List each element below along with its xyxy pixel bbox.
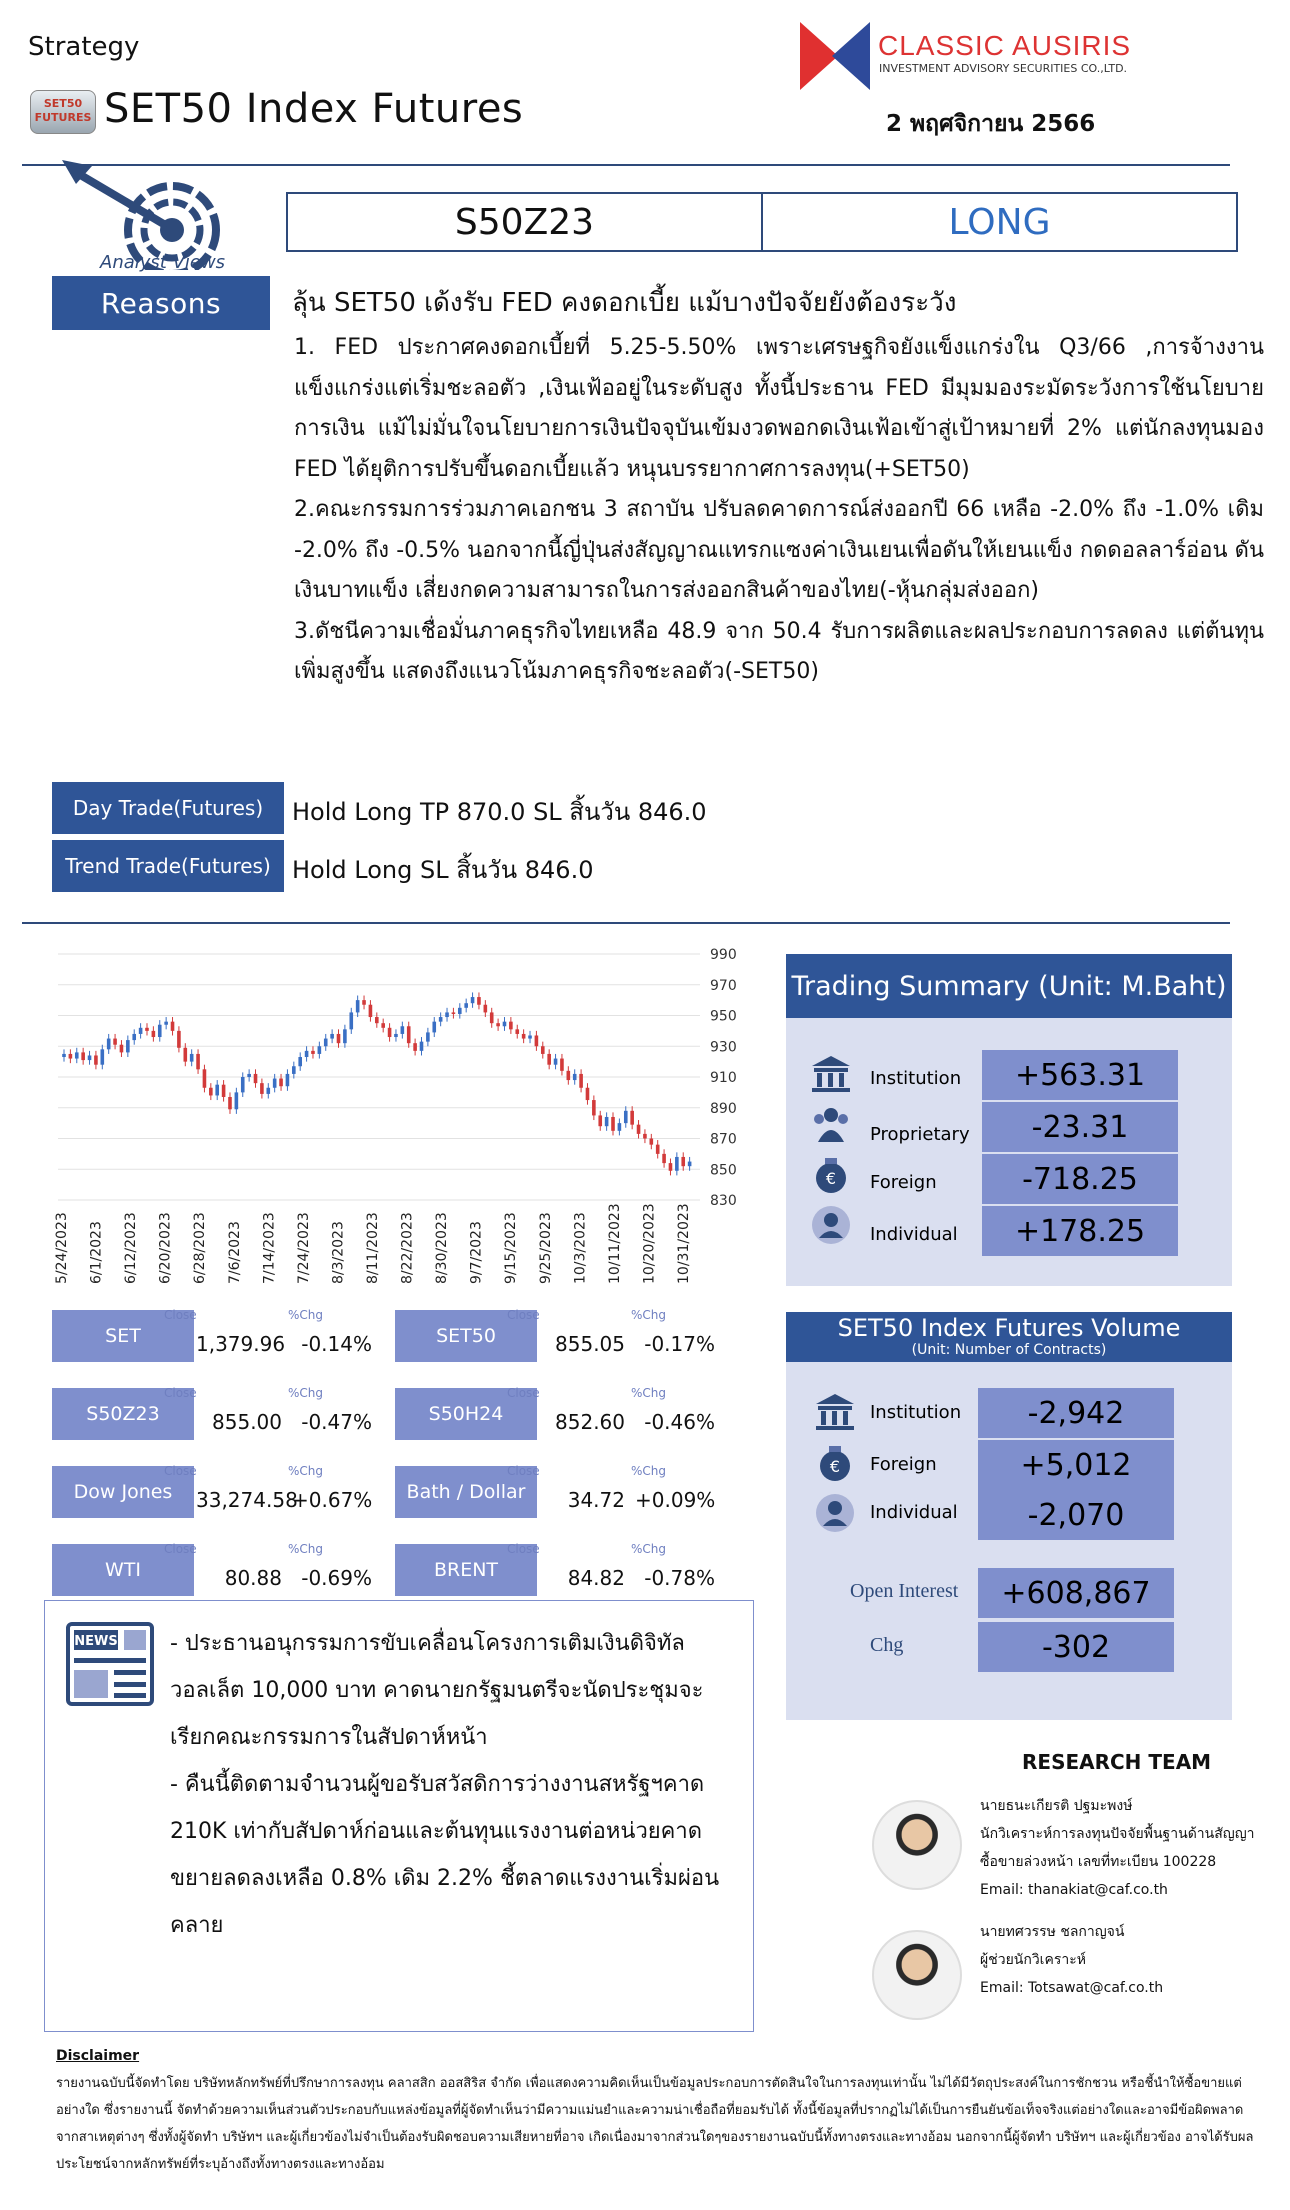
chg-label: Chg — [870, 1634, 904, 1656]
research-team-title: RESEARCH TEAM — [1022, 1750, 1212, 1774]
close-value: 855.05 — [555, 1332, 625, 1356]
news-item: - คืนนี้ติดตามจำนวนผู้ขอรับสวัสดิการว่างงานสหรัฐฯคาด 210K เท่ากับสัปดาห์ก่อนและต้นทุนแรงงานต่อหน่วยคาดขยายลดลงเหลือ 0.8% เดิม 2.2% ชี้ตลาดแรงงานเริ่มผ่อนคลาย — [170, 1772, 720, 1938]
candle-body — [611, 1117, 615, 1131]
x-tick-label: 9/7/2023 — [468, 1221, 485, 1284]
reasons-headline: ลุ้น SET50 เด้งรับ FED คงดอกเบี้ย แม้บางปัจจัยยังต้องระวัง — [292, 288, 957, 318]
analyst-info — [980, 1792, 1260, 1904]
candle-body — [158, 1025, 162, 1037]
open-interest-value: +608,867 — [978, 1568, 1174, 1618]
candle-body — [343, 1029, 347, 1043]
candle-body — [541, 1046, 545, 1054]
candle-body — [630, 1111, 634, 1125]
candle-body — [490, 1012, 494, 1023]
open-interest-label: Open Interest — [850, 1580, 959, 1602]
x-tick-label: 7/6/2023 — [226, 1221, 243, 1284]
close-label: Close — [164, 1464, 197, 1478]
assistant-info — [980, 1918, 1260, 2002]
y-tick-label: 830 — [710, 1193, 737, 1209]
person-icon — [814, 1492, 856, 1538]
candle-body — [190, 1054, 194, 1062]
x-tick-label: 6/12/2023 — [123, 1212, 140, 1284]
vol-row-label: Foreign — [870, 1454, 937, 1475]
news-item: - ประธานอนุกรรมการขับเคลื่อนโครงการเติมเงินดิจิทัลวอลเล็ต 10,000 บาท คาดนายกรัฐมนตรีจะนัดประชุมจะเรียกคณะกรรมการในสัปดาห์หน้า — [170, 1631, 704, 1750]
candle-body — [107, 1039, 111, 1050]
y-tick-label: 950 — [710, 1008, 737, 1025]
candle-body — [215, 1085, 219, 1096]
candle-body — [522, 1034, 526, 1039]
x-tick-label: 10/3/2023 — [572, 1212, 589, 1284]
candle-body — [401, 1026, 405, 1034]
vol-row-value: -2,070 — [978, 1490, 1174, 1540]
candle-body — [420, 1042, 424, 1051]
ts-row-label: Proprietary — [870, 1124, 970, 1145]
pct-chg-value: -0.47% — [301, 1410, 372, 1434]
x-tick-label: 6/20/2023 — [157, 1212, 174, 1284]
candle-body — [75, 1052, 79, 1058]
close-value: 855.00 — [212, 1410, 282, 1434]
euro-bag-icon — [810, 1154, 852, 1200]
pct-chg-value: -0.14% — [301, 1332, 372, 1356]
candle-body — [337, 1034, 341, 1043]
market-name-box: S50H24 — [395, 1388, 537, 1440]
close-value: 1,379.96 — [196, 1332, 286, 1356]
candle-body — [681, 1157, 685, 1166]
candle-body — [247, 1074, 251, 1077]
assistant-role: ผู้ช่วยนักวิเคราะห์ — [980, 1952, 1086, 1968]
candle-body — [324, 1039, 328, 1047]
candle-body — [388, 1028, 392, 1037]
news-icon — [64, 1620, 160, 1710]
brand-name: CLASSIC AUSIRIS — [878, 30, 1132, 61]
analyst-photo-avatar — [872, 1800, 962, 1890]
candle-body — [126, 1040, 130, 1052]
candle-body — [209, 1088, 213, 1096]
candle-body — [413, 1043, 417, 1051]
x-tick-label: 8/22/2023 — [399, 1212, 416, 1284]
candle-body — [203, 1069, 207, 1087]
x-tick-label: 10/11/2023 — [606, 1203, 623, 1284]
candle-body — [177, 1031, 181, 1048]
candle-body — [624, 1111, 628, 1123]
candle-body — [266, 1088, 270, 1094]
close-label: Close — [507, 1464, 540, 1478]
pct-chg-label: %Chg — [631, 1464, 667, 1478]
page-title: SET50 Index Futures — [104, 86, 524, 132]
analyst-email: Email: thanakiat@caf.co.th — [980, 1882, 1168, 1898]
candle-body — [62, 1054, 66, 1057]
candle-body — [298, 1057, 302, 1066]
candle-body — [496, 1023, 500, 1026]
candle-body — [535, 1035, 539, 1046]
candle-body — [330, 1034, 334, 1039]
futures-volume-panel — [786, 1362, 1232, 1720]
y-tick-label: 890 — [710, 1100, 737, 1117]
trend-trade-value: Hold Long SL สิ้นวัน 846.0 — [292, 856, 594, 884]
candle-body — [528, 1035, 532, 1038]
vol-row-label: Institution — [870, 1402, 962, 1423]
market-name-box: Dow Jones — [52, 1466, 194, 1518]
assistant-email: Email: Totsawat@caf.co.th — [980, 1980, 1164, 1996]
y-tick-label: 970 — [710, 977, 737, 994]
section-divider — [22, 922, 1230, 924]
volume-subtitle: (Unit: Number of Contracts) — [911, 1342, 1107, 1358]
close-label: Close — [164, 1386, 197, 1400]
pct-chg-value: -0.69% — [301, 1566, 372, 1590]
pct-chg-value: -0.46% — [644, 1410, 715, 1434]
candle-body — [464, 1003, 468, 1008]
contract-symbol: S50Z23 — [288, 194, 763, 250]
candle-body — [228, 1097, 232, 1109]
close-label: Close — [507, 1308, 540, 1322]
disclaimer-title: Disclaimer — [56, 2048, 140, 2064]
group-icon — [810, 1104, 852, 1150]
trading-summary-title: Trading Summary (Unit: M.Baht) — [786, 954, 1232, 1018]
news-list — [170, 1620, 740, 1949]
y-tick-label: 910 — [710, 1070, 737, 1086]
candle-body — [375, 1017, 379, 1023]
candle-body — [183, 1048, 187, 1062]
pct-chg-label: %Chg — [631, 1308, 667, 1322]
candle-body — [592, 1100, 596, 1115]
pct-chg-value: -0.78% — [644, 1566, 715, 1590]
reason-paragraph: 1. FED ประกาศคงดอกเบี้ยที่ 5.25-5.50% เพราะเศรษฐกิจยังแข็งแกร่งใน Q3/66 ,การจ้างงานแข็งแกร่งแต่เริ่มชะลอตัว ,เงินเฟ้ออยู่ในระดับสูง ทั้งนี้ประธาน FED มีมุมมองระมัดระวังการใช้นโยบายการเงิน แม้ไม่มั่นใจนโยบายการเงินปัจจุบันเข้มงวดพอกดเงินเฟ้อเข้าสู่เป้าหมายที่ 2% แต่นักลงทุนมอง FED ได้ยุติการปรับขึ้นดอกเบี้ยแล้ว หนุนบรรยากาศการลงทุน(+SET50) — [294, 335, 1264, 482]
disclaimer-text: รายงานฉบับนี้จัดทำโดย บริษัทหลักทรัพย์ที่ปรึกษาการลงทุน คลาสสิก ออสสิริส จำกัด เพื่อแสดงความคิดเห็นเป็นข้อมูลประกอบการตัดสินใจในการลงทุนเท่านั้น ไม่ได้มีวัตถุประสงค์ในการชักชวน หรือชี้นำให้ซื้อขายแต่อย่างใด ซึ่งรายงานนี้ จัดทำด้วยความเห็นส่วนตัวประกอบกับแหล่งข้อมูลที่ผู้จัดทำเห็นว่ามีความแม่นยำและความน่าเชื่อถือที่ยอมรับได้ ทั้งนี้ข้อมูลที่ปรากฏไม่ได้เป็นการยืนยันข้อเท็จจริงแต่อย่างใดและอาจมีข้อผิดพลาดจากสาเหตุต่างๆ ซึ่งทั้งผู้จัดทำ บริษัทฯ และผู้เกี่ยวข้องไม่จำเป็นต้องรับผิดชอบความเสียหายที่อาจ เกิดเนื่องมาจากส่วนใดๆของรายงานฉบับนี้ทั้งทางตรงและทางอ้อม นอกจากนี้ผู้จัดทำ บริษัทฯ และผู้เกี่ยวข้อง อาจได้รับผลประโยชน์จากหลักทรัพย์ที่ระบุอ้างถึงทั้งทางตรงและทางอ้อม — [56, 2076, 1254, 2172]
ts-row-label: Institution — [870, 1068, 962, 1089]
vol-row-value: +5,012 — [978, 1440, 1174, 1490]
set50-candlestick-chart — [40, 930, 770, 1300]
candle-body — [637, 1125, 641, 1134]
candle-body — [222, 1085, 226, 1097]
day-trade-label: Day Trade(Futures) — [52, 782, 284, 834]
candle-body — [579, 1074, 583, 1088]
x-tick-label: 8/30/2023 — [434, 1212, 451, 1284]
candle-body — [439, 1017, 443, 1022]
vol-row-value: -2,942 — [978, 1388, 1174, 1438]
position-signal: LONG — [948, 201, 1051, 243]
close-value: 34.72 — [567, 1488, 625, 1512]
candle-body — [254, 1074, 258, 1083]
candle-body — [515, 1029, 519, 1034]
candle-body — [381, 1023, 385, 1028]
x-tick-label: 6/1/2023 — [88, 1221, 105, 1284]
y-tick-label: 870 — [710, 1131, 737, 1148]
x-tick-label: 7/14/2023 — [261, 1212, 278, 1284]
x-tick-label: 5/24/2023 — [54, 1212, 70, 1284]
candle-body — [452, 1012, 456, 1014]
euro-bag-icon — [814, 1442, 856, 1488]
candle-body — [273, 1079, 277, 1088]
close-value: 84.82 — [567, 1566, 625, 1590]
reason-paragraph: 2.คณะกรรมการร่วมภาคเอกชน 3 สถาบัน ปรับลดคาดการณ์ส่งออกปี 66 เหลือ -2.0% ถึง -1.0% เดิม -2.0% ถึง -0.5% นอกจากนี้ญี่ปุ่นส่งสัญญาณแทรกแซงค่าเงินเยนเพื่อดันให้เยนแข็ง กดดอลลาร์อ่อน ดันเงินบาทแข็ง เสี่ยงกดความสามารถในการส่งออกสินค้าของไทย(-หุ้นกลุ่มส่งออก) — [294, 497, 1264, 603]
candle-body — [311, 1051, 315, 1054]
candle-body — [471, 997, 475, 1003]
pct-chg-label: %Chg — [631, 1386, 667, 1400]
candle-body — [81, 1052, 85, 1060]
ts-row-value: +178.25 — [982, 1206, 1178, 1256]
candle-body — [560, 1059, 564, 1071]
candle-body — [369, 1005, 373, 1017]
candle-body — [164, 1022, 168, 1025]
candle-body — [618, 1123, 622, 1131]
candle-body — [279, 1079, 283, 1087]
market-name-box: SET — [52, 1310, 194, 1362]
analyst-role: นักวิเคราะห์การลงทุนปัจจัยพื้นฐานด้านสัญญาซื้อขายล่วงหน้า เลขที่ทะเบียน 100228 — [980, 1826, 1255, 1870]
candle-body — [458, 1008, 462, 1014]
candle-body — [662, 1154, 666, 1163]
close-label: Close — [507, 1386, 540, 1400]
candle-body — [101, 1049, 105, 1064]
trend-trade-label: Trend Trade(Futures) — [52, 840, 284, 892]
analyst-name: นายธนะเกียรติ ปฐมะพงษ์ — [980, 1798, 1133, 1814]
pct-chg-label: %Chg — [288, 1542, 324, 1556]
symbol-position-box — [286, 192, 1238, 252]
futures-volume-title — [786, 1312, 1232, 1362]
candle-body — [407, 1026, 411, 1043]
vol-row-label: Individual — [870, 1502, 958, 1523]
analyst-views-label: Analyst Views — [100, 252, 226, 273]
building-icon — [810, 1052, 852, 1098]
svg-text:€: € — [829, 1457, 841, 1476]
ts-row-label: Foreign — [870, 1172, 937, 1193]
candle-body — [503, 1022, 507, 1027]
assistant-photo-avatar — [872, 1930, 962, 2020]
news-icon-label: NEWS — [74, 1634, 118, 1649]
candle-body — [573, 1074, 577, 1080]
market-name-box: WTI — [52, 1544, 194, 1596]
candle-body — [426, 1032, 430, 1041]
pct-chg-label: %Chg — [288, 1386, 324, 1400]
candle-body — [88, 1055, 92, 1060]
candle-body — [598, 1115, 602, 1126]
x-tick-label: 9/25/2023 — [537, 1212, 554, 1284]
x-tick-label: 6/28/2023 — [192, 1212, 209, 1284]
market-name-box: SET50 — [395, 1310, 537, 1362]
close-label: Close — [507, 1542, 540, 1556]
person-icon — [810, 1204, 852, 1250]
candle-body — [484, 1005, 488, 1013]
candle-body — [356, 1000, 360, 1012]
reasons-body — [294, 328, 1264, 693]
y-tick-label: 990 — [710, 947, 737, 963]
candle-body — [113, 1039, 117, 1045]
candle-body — [145, 1028, 149, 1031]
close-label: Close — [164, 1308, 197, 1322]
candle-body — [139, 1028, 143, 1034]
candle-body — [260, 1083, 264, 1094]
reason-paragraph: 3.ดัชนีความเชื่อมั่นภาคธุรกิจไทยเหลือ 48.9 จาก 50.4 รับการผลิตและผลประกอบการลดลง แต่ต้นทุนเพิ่มสูงขึ้น แสดงถึงแนวโน้มภาคธุรกิจชะลอตัว(-SET50) — [294, 618, 1264, 684]
day-trade-value: Hold Long TP 870.0 SL สิ้นวัน 846.0 — [292, 798, 707, 826]
pct-chg-label: %Chg — [288, 1464, 324, 1478]
candle-body — [235, 1092, 239, 1109]
market-name-box: Bath / Dollar — [395, 1466, 537, 1518]
x-tick-label: 7/24/2023 — [295, 1212, 312, 1284]
close-value: 33,274.58 — [196, 1488, 298, 1512]
candle-body — [567, 1071, 571, 1080]
candle-body — [669, 1163, 673, 1171]
candle-body — [318, 1046, 322, 1054]
candle-body — [152, 1031, 156, 1037]
trading-summary-panel — [786, 1018, 1232, 1286]
ts-row-value: -718.25 — [982, 1154, 1178, 1204]
building-icon — [814, 1390, 856, 1436]
pct-chg-value: +0.67% — [292, 1488, 373, 1512]
y-tick-label: 930 — [710, 1039, 737, 1056]
x-tick-label: 10/31/2023 — [676, 1203, 692, 1284]
assistant-name: นายทศวรรษ ชลกาญจน์ — [980, 1924, 1125, 1940]
candle-body — [656, 1145, 660, 1154]
pct-chg-value: -0.17% — [644, 1332, 715, 1356]
market-name-box: S50Z23 — [52, 1388, 194, 1440]
candle-body — [196, 1054, 200, 1069]
x-tick-label: 8/11/2023 — [365, 1212, 381, 1284]
set50-logo: SET50 FUTURES — [30, 90, 96, 134]
svg-text:€: € — [825, 1169, 837, 1188]
candle-body — [605, 1117, 609, 1126]
candle-body — [132, 1034, 136, 1040]
candle-body — [432, 1022, 436, 1033]
candle-body — [643, 1134, 647, 1139]
pct-chg-label: %Chg — [288, 1308, 324, 1322]
candle-body — [305, 1051, 309, 1057]
candle-body — [650, 1139, 654, 1145]
ts-row-label: Individual — [870, 1224, 958, 1245]
candle-body — [286, 1074, 290, 1086]
candle-body — [120, 1045, 124, 1053]
ts-row-value: +563.31 — [982, 1050, 1178, 1100]
candle-body — [349, 1012, 353, 1029]
candle-body — [362, 1000, 366, 1005]
candle-body — [477, 997, 481, 1005]
candle-body — [292, 1066, 296, 1074]
x-tick-label: 9/15/2023 — [503, 1212, 520, 1284]
x-tick-label: 10/20/2023 — [641, 1203, 658, 1284]
candle-body — [171, 1022, 175, 1031]
close-label: Close — [164, 1542, 197, 1556]
reasons-label: Reasons — [52, 276, 270, 330]
x-tick-label: 8/3/2023 — [330, 1221, 347, 1284]
report-date: 2 พฤศจิกายน 2566 — [886, 111, 1096, 137]
candle-body — [675, 1157, 679, 1171]
candle-body — [394, 1034, 398, 1037]
candle-body — [445, 1012, 449, 1017]
ts-row-value: -23.31 — [982, 1102, 1178, 1152]
chg-value: -302 — [978, 1622, 1174, 1672]
brand-logo-icon — [800, 22, 870, 90]
candle-body — [241, 1077, 245, 1092]
volume-title: SET50 Index Futures Volume — [837, 1314, 1181, 1342]
candle-body — [509, 1022, 513, 1030]
section-label: Strategy — [28, 32, 140, 62]
candle-body — [69, 1054, 73, 1059]
market-name-box: BRENT — [395, 1544, 537, 1596]
close-value: 852.60 — [555, 1410, 625, 1434]
candle-body — [688, 1162, 692, 1167]
y-tick-label: 850 — [710, 1162, 737, 1179]
pct-chg-label: %Chg — [631, 1542, 667, 1556]
pct-chg-value: +0.09% — [635, 1488, 716, 1512]
candle-body — [547, 1054, 551, 1065]
close-value: 80.88 — [224, 1566, 282, 1590]
candle-body — [554, 1059, 558, 1065]
candle-body — [586, 1088, 590, 1100]
candle-body — [94, 1055, 98, 1064]
brand-subtitle: INVESTMENT ADVISORY SECURITIES CO.,LTD. — [879, 62, 1128, 75]
